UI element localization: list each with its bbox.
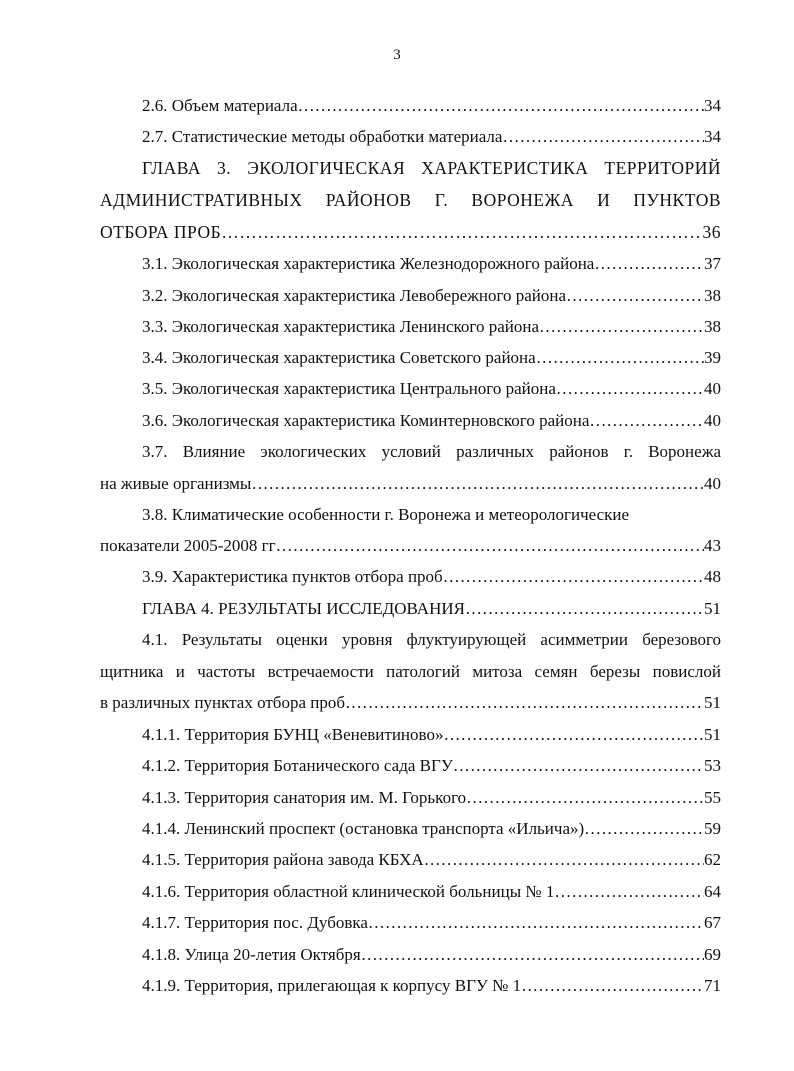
toc-leader-dots (521, 975, 704, 997)
toc-entry-3-7-line-2 (100, 473, 721, 495)
toc-chapter-4 (142, 598, 721, 620)
toc-leader-dots (276, 535, 704, 557)
toc-chapter-3-line-1: ГЛАВА 3. ЭКОЛОГИЧЕСКАЯ ХАРАКТЕРИСТИКА ТЕРРИТОРИЙ (142, 158, 721, 178)
toc-entry-3-3 (142, 316, 721, 338)
toc-entry-4-1-7 (142, 912, 721, 934)
toc-entry-title: 4.1.8. Улица 20-летия Октября (142, 945, 361, 964)
toc-entry-4-1-line-1: 4.1. Результаты оценки уровня флуктуирующей асимметрии березового (142, 630, 721, 649)
toc-entry-4-1-3 (142, 787, 721, 809)
toc-entry-page: 39 (704, 348, 721, 367)
toc-entry-page: 51 (704, 725, 721, 744)
toc-entry-title: 3.6. Экологическая характеристика Коминтерновского района (142, 411, 590, 430)
toc-chapter-3-line-3 (100, 221, 721, 243)
toc-leader-dots (594, 253, 704, 275)
toc-leader-dots (361, 944, 704, 966)
toc-entry-page: 38 (704, 317, 721, 336)
toc-leader-dots (554, 881, 704, 903)
toc-leader-dots (221, 221, 702, 243)
toc-entry-title: 4.1.2. Территория Ботанического сада ВГУ (142, 756, 453, 775)
toc-entry-page: 40 (704, 411, 721, 430)
toc-entry-title: 4.1.5. Территория района завода КБХА (142, 850, 424, 869)
page-number: 3 (393, 47, 401, 63)
toc-leader-dots (465, 598, 704, 620)
toc-entry-title: 2.7. Статистические методы обработки материала (142, 127, 503, 146)
toc-entry-title: 3.2. Экологическая характеристика Левобережного района (142, 286, 567, 305)
toc-entry-title: ГЛАВА 4. РЕЗУЛЬТАТЫ ИССЛЕДОВАНИЯ (142, 599, 465, 618)
toc-entry-3-8-line-1: 3.8. Климатические особенности г. Воронежа и метеорологические (142, 505, 630, 524)
toc-entry-4-1-line-3 (100, 692, 721, 714)
toc-entry-4-1-1 (142, 724, 721, 746)
toc-entry-title: 4.1.3. Территория санатория им. М. Горького (142, 788, 467, 807)
toc-entry-4-1-line-2: щитника и частоты встречаемости патологий митоза семян березы повислой (100, 662, 721, 681)
toc-entry-2-7 (142, 126, 721, 148)
toc-leader-dots (453, 755, 704, 777)
toc-leader-dots (539, 316, 704, 338)
toc-entry-title: 2.6. Объем материала (142, 96, 298, 115)
toc-leader-dots (298, 95, 704, 117)
toc-entry-3-7-line-1: 3.7. Влияние экологических условий различных районов г. Воронежа (142, 442, 721, 461)
toc-entry-page: 71 (704, 976, 721, 995)
toc-leader-dots (584, 818, 704, 840)
toc-leader-dots (536, 347, 704, 369)
toc-entry-title: показатели 2005-2008 гг (100, 536, 276, 555)
toc-entry-title: 3.5. Экологическая характеристика Центрального района (142, 379, 556, 398)
toc-entry-page: 36 (702, 222, 721, 242)
toc-entry-page: 34 (704, 96, 721, 115)
toc-entry-3-4 (142, 347, 721, 369)
toc-entry-page: 51 (704, 693, 721, 712)
toc-entry-4-1-9 (142, 975, 721, 997)
toc-entry-page: 37 (704, 254, 721, 273)
toc-entry-page: 55 (704, 788, 721, 807)
toc-entry-page: 48 (704, 567, 721, 586)
toc-entry-3-9 (142, 566, 721, 588)
toc-entry-title: 3.3. Экологическая характеристика Ленинского района (142, 317, 540, 336)
toc-entry-page: 51 (704, 599, 721, 618)
toc-entry-page: 53 (704, 756, 721, 775)
toc-entry-title: 4.1.7. Территория пос. Дубовка (142, 913, 368, 932)
toc-entry-4-1-4 (142, 818, 721, 840)
toc-chapter-3-line-2: АДМИНИСТРАТИВНЫХ РАЙОНОВ Г. ВОРОНЕЖА И ПУНКТОВ (100, 190, 721, 210)
toc-entry-page: 62 (704, 850, 721, 869)
toc-entry-page: 43 (704, 536, 721, 555)
toc-entry-4-1-5 (142, 849, 721, 871)
toc-entry-3-6 (142, 410, 721, 432)
toc-entry-title: 4.1.6. Территория областной клинической больницы № 1 (142, 882, 555, 901)
toc-entry-4-1-8 (142, 944, 721, 966)
toc-entry-title: 4.1.4. Ленинский проспект (остановка транспорта «Ильича») (142, 819, 585, 838)
toc-entry-4-1-6 (142, 881, 721, 903)
toc-entry-title: 4.1.9. Территория, прилегающая к корпусу ВГУ № 1 (142, 976, 522, 995)
toc-entry-page: 59 (704, 819, 721, 838)
toc-entry-page: 67 (704, 913, 721, 932)
toc-leader-dots (424, 849, 704, 871)
toc-entry-page: 34 (704, 127, 721, 146)
toc-leader-dots (251, 473, 704, 495)
toc-leader-dots (566, 285, 704, 307)
toc-entry-3-8-line-2 (100, 535, 721, 557)
toc-entry-2-6 (142, 95, 721, 117)
toc-entry-page: 64 (704, 882, 721, 901)
toc-entry-page: 38 (704, 286, 721, 305)
toc-entry-title: 3.1. Экологическая характеристика Железнодорожного района (142, 254, 595, 273)
toc-entry-4-1-2 (142, 755, 721, 777)
toc-entry-3-2 (142, 285, 721, 307)
toc-leader-dots (368, 912, 704, 934)
toc-entry-title: в различных пунктах отбора проб (100, 693, 345, 712)
toc-leader-dots (589, 410, 704, 432)
toc-leader-dots (443, 724, 704, 746)
toc-leader-dots (345, 692, 704, 714)
toc-leader-dots (466, 787, 704, 809)
toc-entry-3-1 (142, 253, 721, 275)
toc-entry-page: 69 (704, 945, 721, 964)
toc-entry-3-5 (142, 378, 721, 400)
toc-entry-title: 3.9. Характеристика пунктов отбора проб (142, 567, 443, 586)
toc-leader-dots (502, 126, 704, 148)
toc-leader-dots (443, 566, 704, 588)
toc-entry-title: ОТБОРА ПРОБ (100, 222, 222, 242)
toc-entry-title: 4.1.1. Территория БУНЦ «Веневитиново» (142, 725, 444, 744)
toc-entry-page: 40 (704, 379, 721, 398)
toc-entry-title: 3.4. Экологическая характеристика Советского района (142, 348, 536, 367)
toc-entry-page: 40 (704, 474, 721, 493)
toc-entry-title: на живые организмы (100, 474, 252, 493)
toc-leader-dots (556, 378, 704, 400)
